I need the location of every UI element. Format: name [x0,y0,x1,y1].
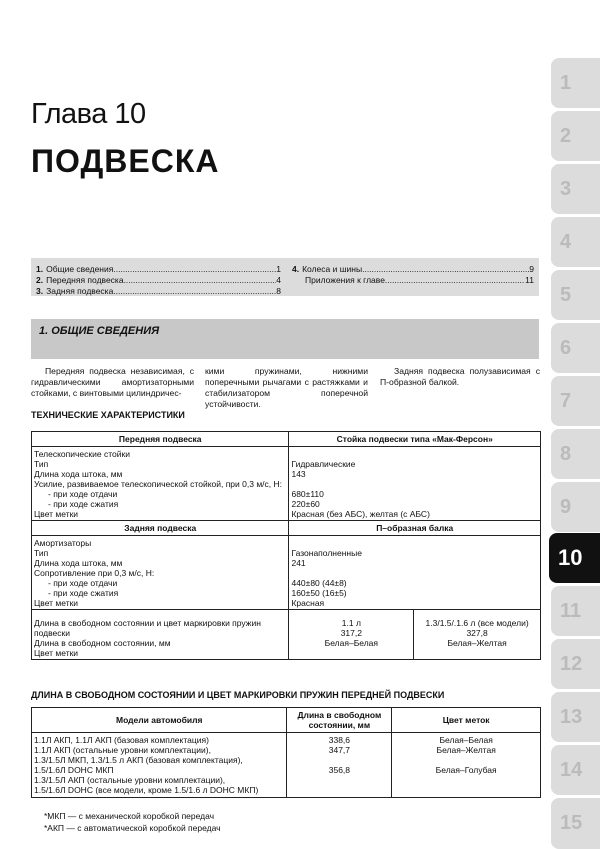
table-row: Длина в свободном состоянии и цвет маркировки пружин подвески Длина в свободном состоянии, мм Цвет метки 1.1 л 317,2 Белая–Белая 1.3/1.5/.1.6 л (все модели) 327,8 Белая–Желтая [32,610,541,660]
column-header: Задняя подвеска [32,521,289,536]
tab-chapter-15[interactable]: 15 [551,798,600,849]
section-title: 1. ОБЩИЕ СВЕДЕНИЯ [39,325,160,337]
column-header: Стойка подвески типа «Мак-Ферсон» [289,432,541,447]
specs-table [31,431,541,660]
table-of-contents [31,258,539,296]
tab-chapter-7[interactable]: 7 [551,376,600,426]
tab-chapter-12[interactable]: 12 [551,639,600,689]
column-header: Передняя подвеска [32,432,289,447]
toc-item[interactable]: 3. Задняя подвеска ..... 8 [36,286,281,297]
toc-item[interactable]: Приложения к главе ..... 11 [305,275,534,286]
tab-chapter-5[interactable]: 5 [551,270,600,320]
tab-chapter-14[interactable]: 14 [551,745,600,795]
tab-chapter-13[interactable]: 13 [551,692,600,742]
tab-chapter-10[interactable]: 10 [549,533,600,583]
specs-heading: ТЕХНИЧЕСКИЕ ХАРАКТЕРИСТИКИ [31,410,185,420]
toc-item[interactable]: 4. Колеса и шины ..... 9 [292,264,534,275]
body-paragraph: Передняя подвеска независимая, с гидравлическими амортизаторными стойками, с винтовыми цилиндричес- [31,366,194,398]
table-row: Амортизаторы Тип Длина хода штока, мм Сопротивление при 0,3 м/с, Н: - при ходе отдачи - при ходе сжатия Цвет метки Газонаполненные 241 440±80 (44±8) 160±50 (16±5) Красная [32,536,541,610]
tab-chapter-6[interactable]: 6 [551,323,600,373]
tab-chapter-3[interactable]: 3 [551,164,600,214]
column-header: П–образная балка [289,521,541,536]
tab-chapter-11[interactable]: 11 [551,586,600,636]
footnote: *МКП — с механической коробкой передач [44,811,215,821]
tab-chapter-4[interactable]: 4 [551,217,600,267]
tab-chapter-9[interactable]: 9 [551,482,600,532]
springs-table [31,707,541,798]
body-paragraph: кими пружинами, нижними поперечными рычагами с растяжками и стабилизатором поперечной устойчивости. [205,366,368,409]
tab-chapter-2[interactable]: 2 [551,111,600,161]
column-header: Модели автомобиля [32,708,287,733]
body-paragraph: Задняя подвеска полузависимая с П-образной балкой. [380,366,540,387]
column-header: Цвет меток [392,708,541,733]
column-header: Длина в свободном состоянии, мм [287,708,392,733]
chapter-label: Глава 10 [31,98,146,130]
table-row: 1.1Л АКП, 1.1Л АКП (базовая комплектация) 1.1Л АКП (остальные уровни комплектации), 1.3/1.5Л МКП, 1.3/1.5 л АКП (базовая комплектация), 1.5/1.6Л DOHC МКП 1.3/1.5Л АКП (остальные уровни комплектации), 1.5/1.6Л DOHC (все модели, кроме 1.5/1.6 л DOHC МКП) 338,6 347,7 356,8 Белая–Белая Белая–Желтая Белая–Голубая [32,733,541,798]
tab-chapter-8[interactable]: 8 [551,429,600,479]
footnote: *АКП — с автоматической коробкой передач [44,823,221,833]
chapter-title: ПОДВЕСКА [31,143,220,179]
table-row: Телескопические стойки Тип Длина хода штока, мм Усилие, развиваемое телескопической стойкой, при 0,3 м/с, Н: - при ходе отдачи - при ходе сжатия Цвет метки Гидравлические 143 680±110 220±60 Красная (без АБС), желтая (с АБС) [32,447,541,521]
section-header [31,319,539,359]
toc-item[interactable]: 2. Передняя подвеска ..... 4 [36,275,281,286]
springs-heading: ДЛИНА В СВОБОДНОМ СОСТОЯНИИ И ЦВЕТ МАРКИРОВКИ ПРУЖИН ПЕРЕДНЕЙ ПОДВЕСКИ [31,690,445,700]
toc-item[interactable]: 1. Общие сведения ..... 1 [36,264,281,275]
tab-chapter-1[interactable]: 1 [551,58,600,108]
